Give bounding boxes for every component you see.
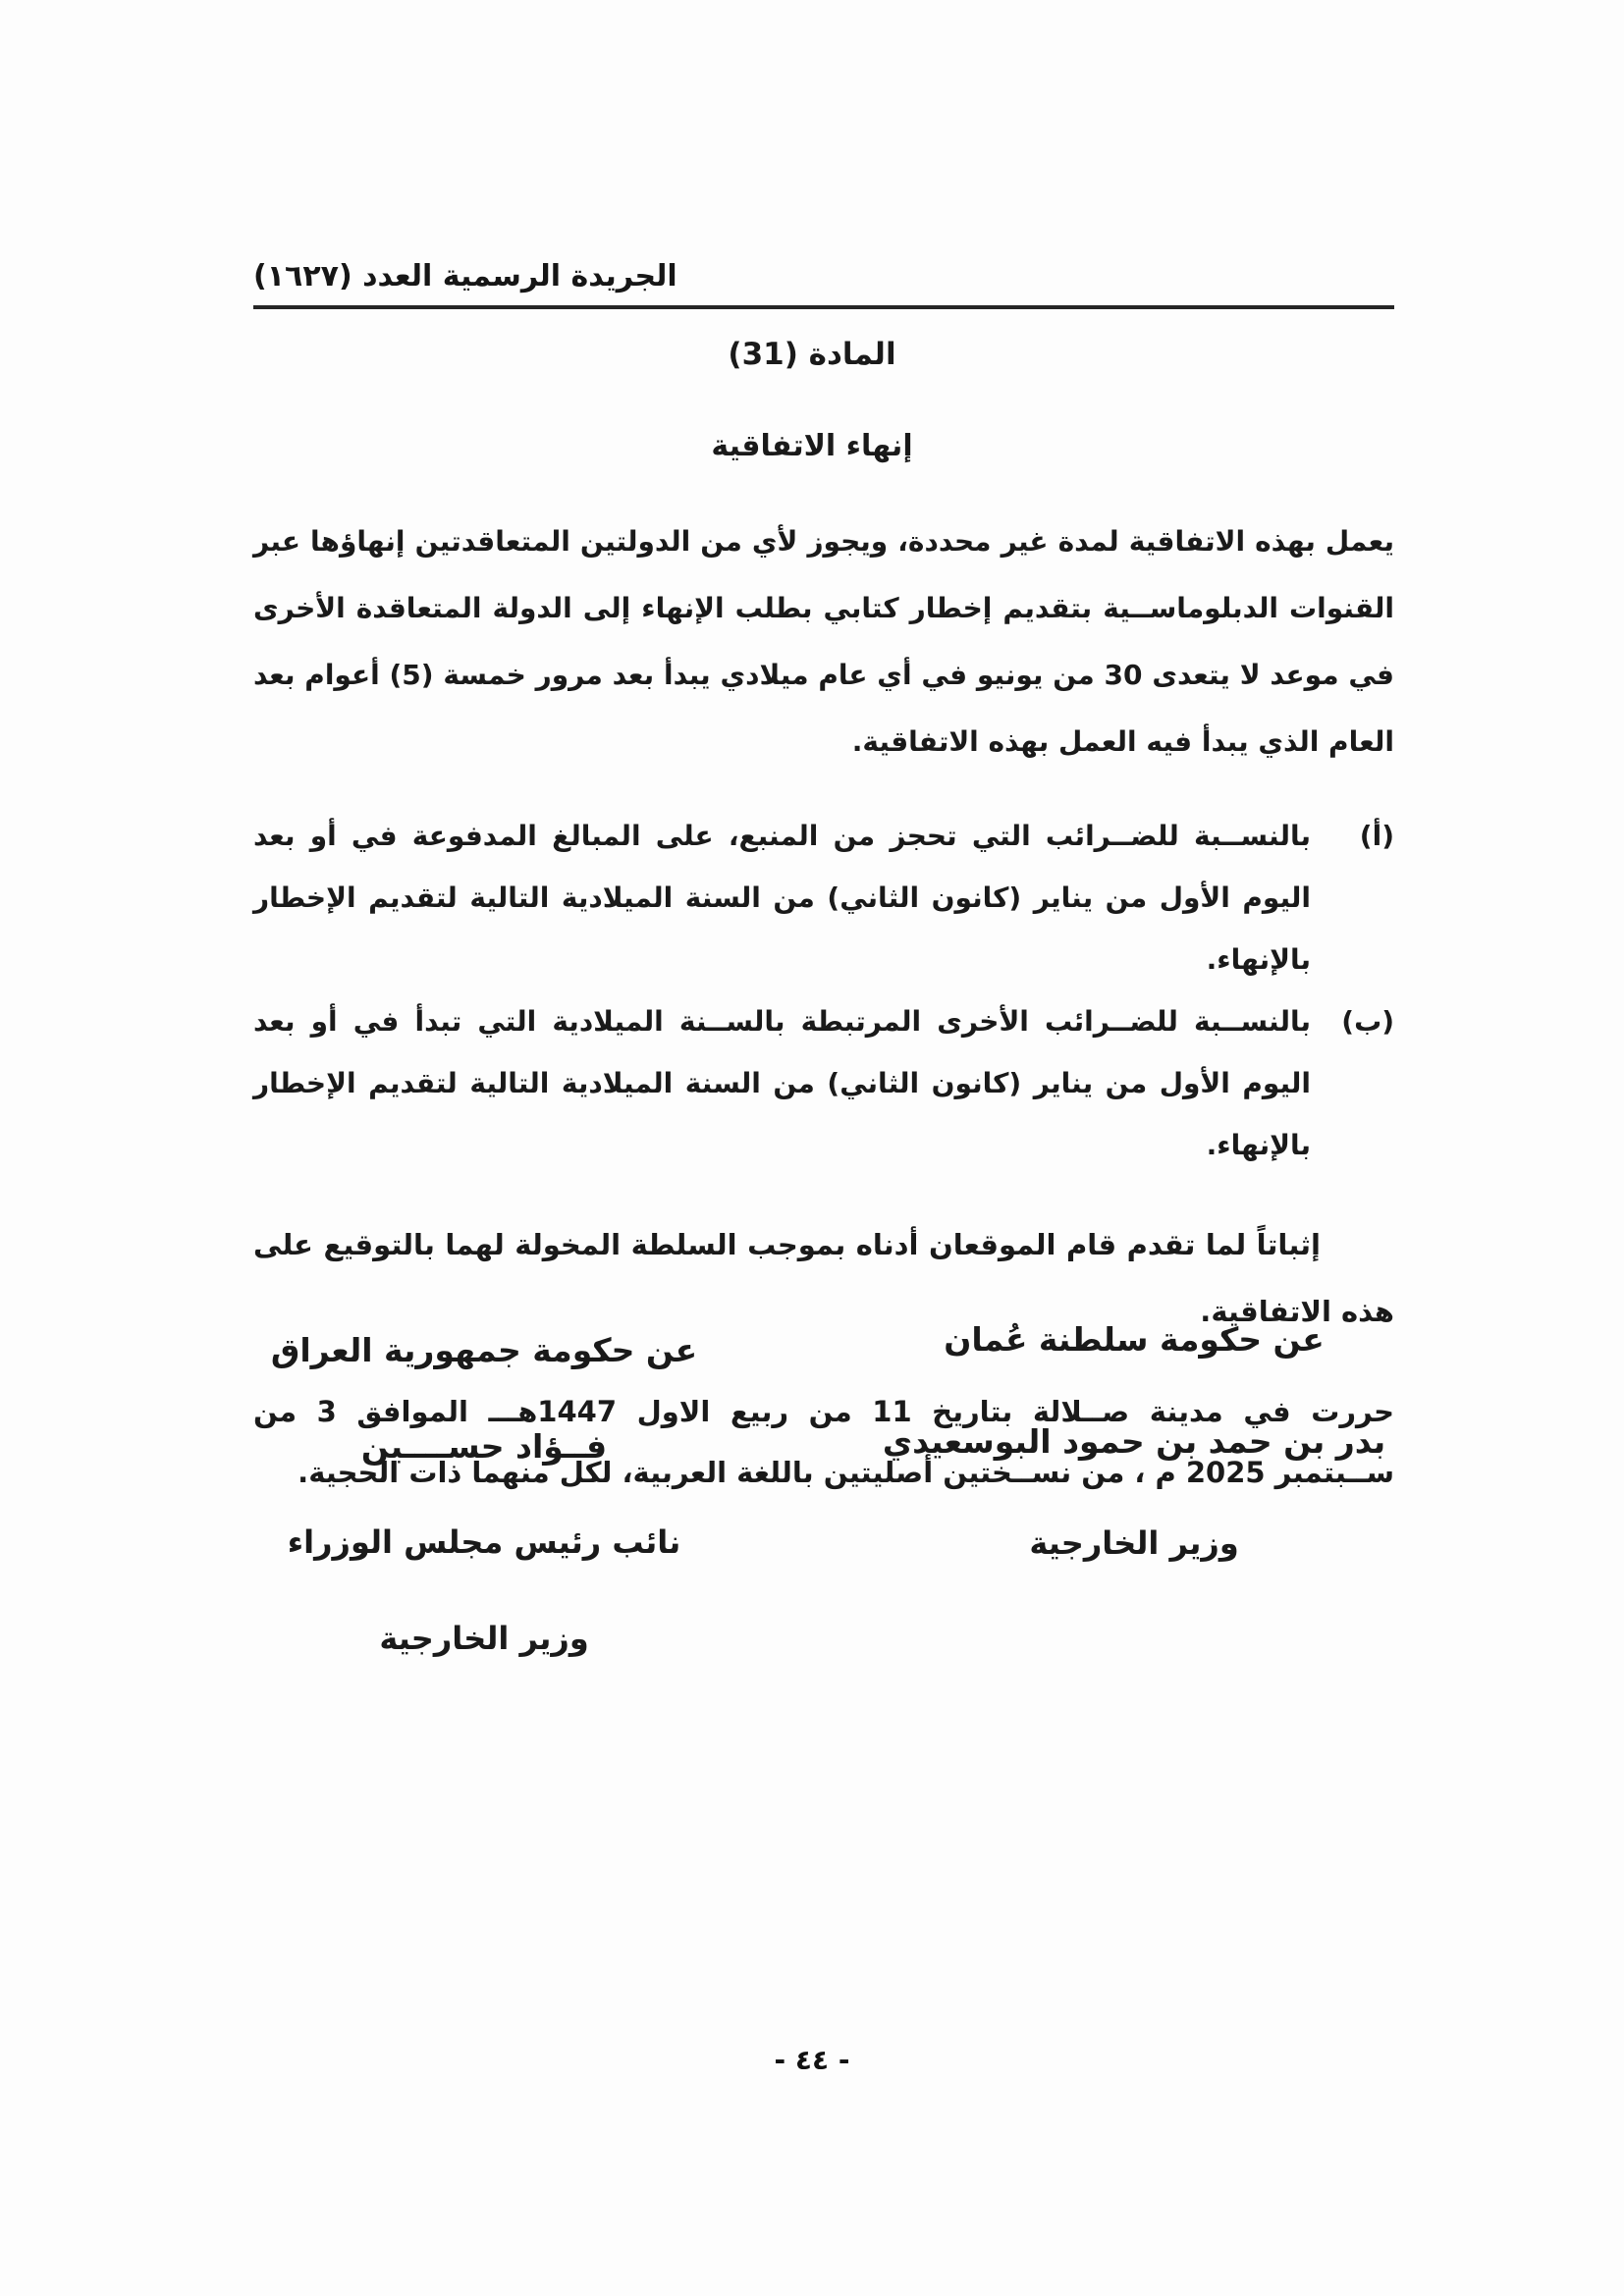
oman-signature-name: بدر بن حمد بن حمود البوسعيدي — [882, 1421, 1386, 1461]
page-number: - ٤٤ - — [774, 2044, 850, 2076]
oman-signature-org: عن حكومة سلطنة عُمان — [944, 1319, 1325, 1359]
iraq-signature-title-2: وزير الخارجية — [379, 1620, 589, 1657]
list-item-b-text: بالنســبة للضــرائب الأخرى المرتبطة بالســنة الميلادية التي تبدأ في أو بعد اليوم الأول من يناير (كانون الثاني) من السنة الميلادية التالية لتقديم الإخطار بالإنهاء. — [253, 1005, 1311, 1161]
iraq-signature-org: عن حكومة جمهورية العراق — [270, 1330, 698, 1369]
iraq-signature-title-1: نائب رئيس مجلس الوزراء — [287, 1523, 681, 1561]
execution-paragraph: حررت في مدينة صــلالة بتاريخ 11 من ربيع الاول 1447هـــ الموافق 3 من ســبتمبر 2025 م ، من نســختين أصليتين باللغة العربية، لكل منهما ذات الحجية. — [253, 1395, 1394, 1489]
gazette-header-title: الجريدة الرسمية العدد (١٦٢٧) — [253, 259, 677, 294]
list-item-b — [253, 990, 1394, 1176]
signature-block-iraq — [253, 1302, 715, 1686]
header-divider-rule — [253, 305, 1394, 309]
article-items-list — [253, 805, 1394, 1176]
attestation-paragraph: إثباتاً لما تقدم قام الموقعان أدناه بموجب السلطة المخولة لهما بالتوقيع على هذه الاتفاقية. — [253, 1228, 1394, 1328]
article-body-paragraph: يعمل بهذه الاتفاقية لمدة غير محددة، ويجوز لأي من الدولتين المتعاقدتين إنهاؤها عبر القنوات الدبلوماســية بتقديم إخطار كتابي بطلب الإنهاء إلى الدولة المتعاقدة الأخرى في موعد لا يتعدى 30 من يونيو في أي عام ميلادي يبدأ بعد مرور خمسة (5) أعوام بعد العام الذي يبدأ فيه العمل بهذه الاتفاقية. — [253, 525, 1395, 758]
oman-signature-title: وزير الخارجية — [1029, 1524, 1239, 1562]
list-item-a — [253, 805, 1394, 990]
list-item-a-text: بالنســبة للضــرائب التي تحجز من المنبع، على المبالغ المدفوعة في أو بعد اليوم الأول من يناير (كانون الثاني) من السنة الميلادية التالية لتقديم الإخطار بالإنهاء. — [253, 820, 1311, 976]
iraq-signature-name: فــؤاد حســــين — [360, 1426, 608, 1466]
signature-block-oman — [874, 1288, 1394, 1594]
list-item-a-marker: (أ) — [1359, 820, 1394, 852]
list-item-b-marker: (ب) — [1341, 1005, 1394, 1038]
article-subtitle: إنهاء الاتفاقية — [711, 429, 913, 463]
article-number-title: المادة (31) — [728, 337, 896, 372]
